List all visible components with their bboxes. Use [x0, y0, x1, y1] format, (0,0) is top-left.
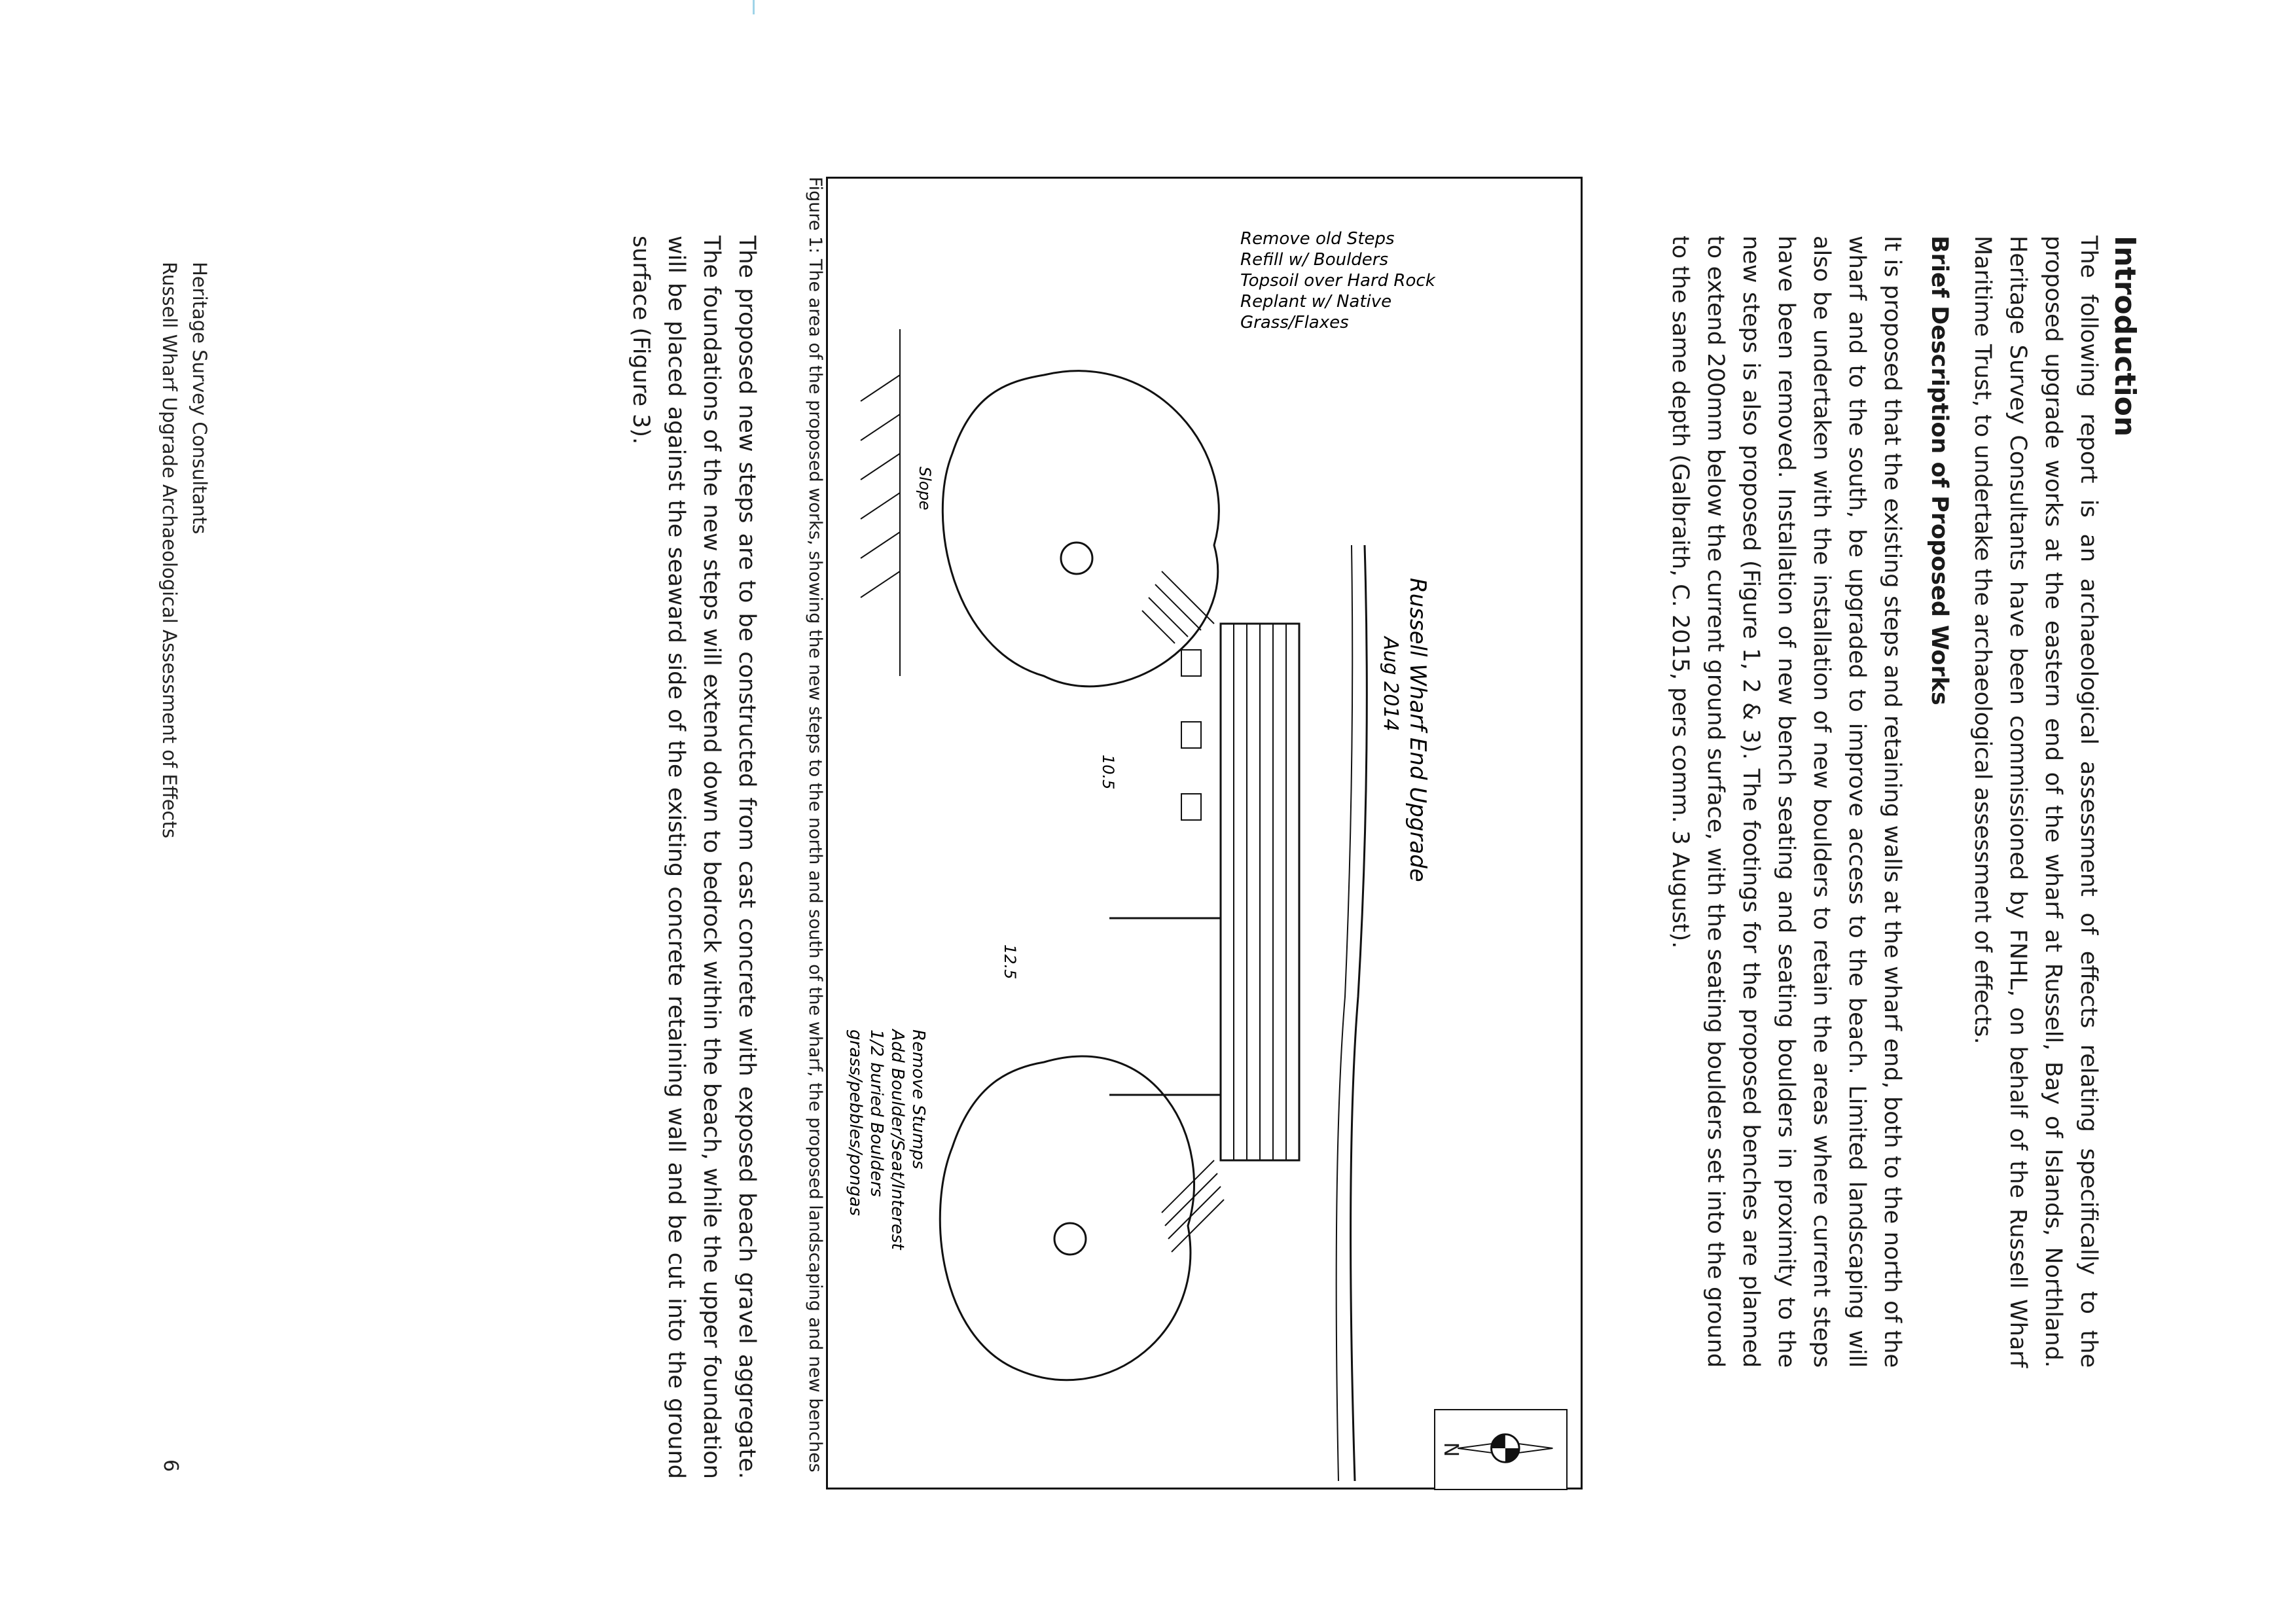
- sketch-title-1: Russell Wharf End Upgrade: [1405, 578, 1431, 882]
- dimension-3: Slope: [916, 467, 934, 510]
- footer-line-2: Russell Wharf Upgrade Archaeological Assessment of Effects: [158, 262, 181, 838]
- page-number: 6: [159, 1459, 182, 1472]
- note-right-1: Remove Stumps: [908, 1029, 928, 1169]
- bench-2: [1181, 722, 1201, 748]
- south-tree-canopy: [940, 1056, 1194, 1380]
- wall-line-2: [1336, 545, 1353, 1481]
- brief-heading: Brief Description of Proposed Works: [1926, 236, 1952, 705]
- north-tree-canopy: [942, 371, 1219, 687]
- wall-line-1: [1351, 545, 1367, 1481]
- slope-hatch: [861, 329, 900, 676]
- figure-caption: Figure 1: The area of the proposed works, showing the new steps to the north and south of the wharf, the proposed landscaping and new benches: [805, 177, 825, 1472]
- note-right-4: grass/pebbles/pongas: [846, 1029, 865, 1216]
- note-left-2: Refill w/ Boulders: [1240, 250, 1389, 270]
- site-sketch: [828, 179, 1581, 1488]
- figure-1: [826, 177, 1583, 1489]
- note-left-5: Grass/Flaxes: [1240, 313, 1349, 332]
- north-tree-trunk: [1061, 543, 1092, 574]
- north-compass: [1434, 1409, 1568, 1490]
- note-right: [846, 1028, 928, 1250]
- dimension-2: 12.5: [1001, 944, 1019, 980]
- bench-3: [1181, 794, 1201, 820]
- note-right-3: 1/2 buried Boulders: [867, 1029, 886, 1197]
- wharf-planks: [1234, 624, 1286, 1160]
- introduction-heading: Introduction: [2108, 236, 2142, 437]
- footer: [154, 262, 215, 838]
- note-left-3: Topsoil over Hard Rock: [1240, 271, 1435, 291]
- note-left: [1240, 229, 1436, 332]
- bench-1: [1181, 650, 1201, 676]
- dimension-1: 10.5: [1099, 755, 1117, 790]
- steps-paragraph: The proposed new steps are to be constructed from cast concrete with exposed beach gravel aggregate. The foundations of the new steps will extend down to bedrock within the beach, while the upper foundation will be placed against the seaward side of the existing concrete retaining wall and be cut into the ground surface (Figure 3).: [628, 236, 760, 1479]
- sketch-title-2: Aug 2014: [1379, 637, 1402, 732]
- brief-paragraph: It is proposed that the existing steps and retaining walls at the wharf end, both to the north of the wharf and to the south, be upgraded to improve access to the beach. Limited landscaping will also be undertaken with the installation of new boulders to retain the areas where current steps have been removed. Installation of new bench seating and seating boulders in proximity to the new steps is also proposed (Figure 1, 2 & 3). The footings for the proposed benches are planned to extend 200mm below the current ground surface, with the seating boulders set into the ground to the same depth (Galbraith, C. 2015, pers comm. 3 August).: [1667, 236, 1905, 1368]
- introduction-paragraph: The following report is an archaeological assessment of effects relating specifically to the proposed upgrade works at the eastern end of the wharf at Russell, Bay of Islands, Northland. Heritage Survey Consultants have been commissioned by FNHL, on behalf of the Russell Wharf Maritime Trust, to undertake the archaeological assessment of effects.: [1969, 236, 2102, 1368]
- compass-label: N: [1439, 1442, 1462, 1457]
- south-tree-trunk: [1054, 1223, 1086, 1255]
- note-right-2: Add Boulder/Seat/Interest: [888, 1029, 907, 1250]
- note-left-1: Remove old Steps: [1240, 229, 1395, 249]
- note-left-4: Replant w/ Native: [1240, 292, 1392, 312]
- footer-line-1: Heritage Survey Consultants: [188, 262, 211, 535]
- north-steps: [1142, 571, 1214, 643]
